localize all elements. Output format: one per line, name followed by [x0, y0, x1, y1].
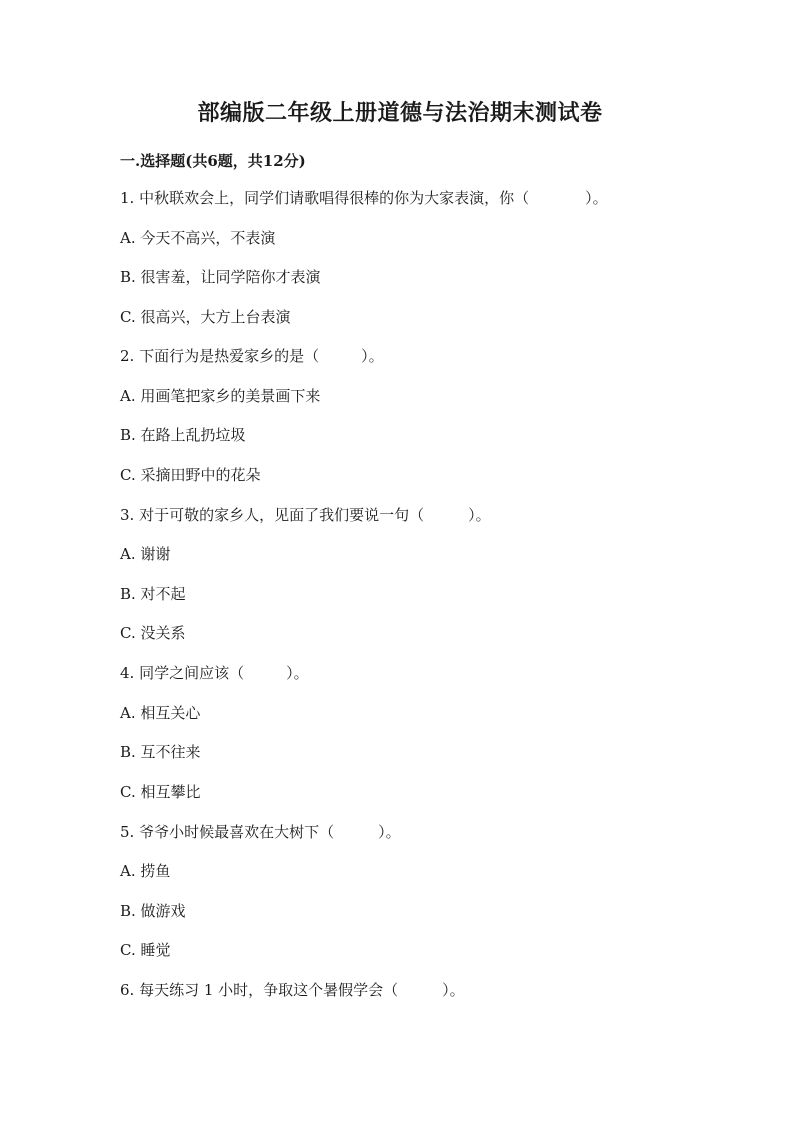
- question-stem-text: 5. 爷爷小时候最喜欢在大树下（: [120, 823, 335, 841]
- question-1-stem: [120, 188, 608, 208]
- question-stem-text: 1. 中秋联欢会上，同学们请歌唱得很棒的你为大家表演，你（: [120, 189, 530, 207]
- section-heading: 一.选择题(共6题，共12分): [120, 152, 306, 170]
- question-1-option-b: B. 很害羞，让同学陪你才表演: [120, 268, 321, 286]
- question-3-option-b: B. 对不起: [120, 585, 186, 603]
- question-stem-end: ）。: [468, 506, 491, 524]
- question-3-stem: [120, 505, 491, 525]
- question-stem-end: ）。: [361, 347, 384, 365]
- question-2-stem: [120, 346, 384, 366]
- question-5-option-c: C. 睡觉: [120, 941, 171, 959]
- question-stem-end: ）。: [378, 823, 401, 841]
- question-2-option-a: A. 用画笔把家乡的美景画下来: [120, 387, 321, 405]
- question-2-option-b: B. 在路上乱扔垃圾: [120, 426, 246, 444]
- question-stem-end: ）。: [585, 189, 608, 207]
- question-5-option-b: B. 做游戏: [120, 902, 186, 920]
- question-4-option-c: C. 相互攀比: [120, 783, 201, 801]
- question-4-option-b: B. 互不往来: [120, 743, 201, 761]
- question-3-option-c: C. 没关系: [120, 624, 186, 642]
- question-1-option-a: A. 今天不高兴，不表演: [120, 229, 276, 247]
- question-3-option-a: A. 谢谢: [120, 545, 171, 563]
- question-stem-end: ）。: [286, 664, 309, 682]
- question-1-option-c: C. 很高兴，大方上台表演: [120, 308, 291, 326]
- exam-title: 部编版二年级上册道德与法治期末测试卷: [197, 100, 603, 126]
- question-6-stem: [120, 980, 465, 1000]
- question-2-option-c: C. 采摘田野中的花朵: [120, 466, 261, 484]
- question-stem-text: 2. 下面行为是热爱家乡的是（: [120, 347, 320, 365]
- question-4-stem: [120, 663, 309, 683]
- question-stem-text: 6. 每天练习 1 小时，争取这个暑假学会（: [120, 981, 399, 999]
- question-stem-text: 4. 同学之间应该（: [120, 664, 245, 682]
- question-5-option-a: A. 捞鱼: [120, 862, 171, 880]
- question-5-stem: [120, 822, 401, 842]
- question-4-option-a: A. 相互关心: [120, 704, 201, 722]
- question-stem-text: 3. 对于可敬的家乡人，见面了我们要说一句（: [120, 506, 425, 524]
- question-stem-end: ）。: [442, 981, 465, 999]
